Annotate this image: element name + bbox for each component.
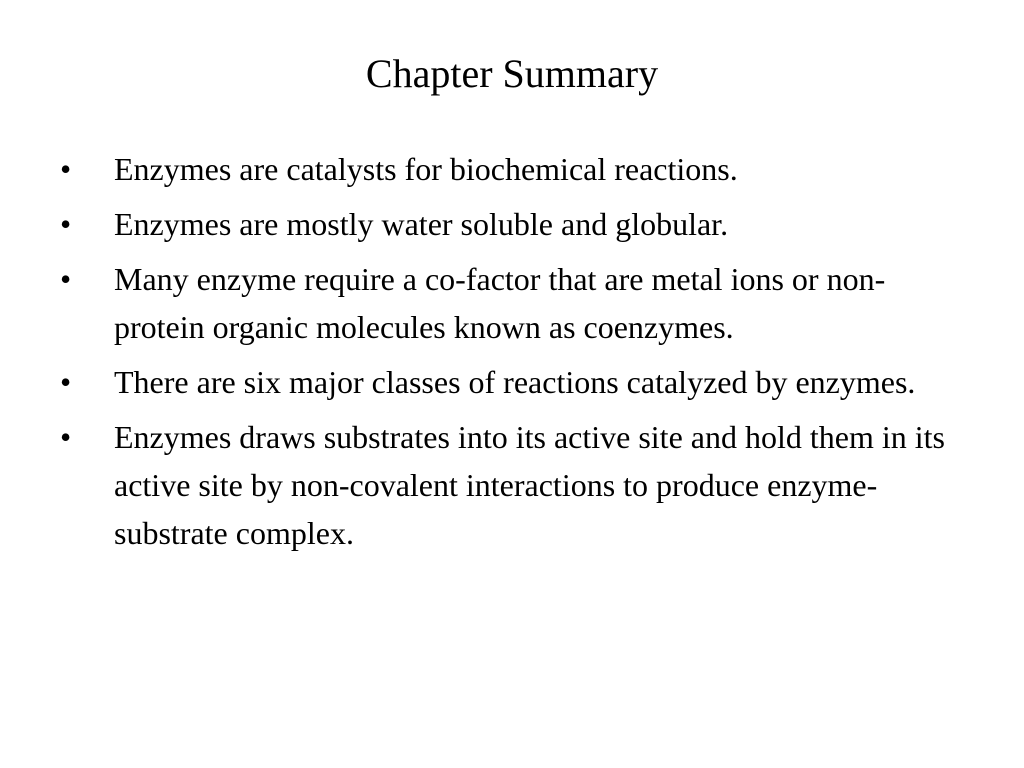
bullet-icon: • (60, 364, 72, 400)
bullet-item (60, 145, 960, 193)
bullet-icon: • (60, 151, 72, 187)
bullet-icon: • (60, 206, 72, 242)
bullet-item (60, 413, 960, 557)
bullet-icon: • (60, 419, 72, 455)
slide-title: Chapter Summary (365, 51, 659, 96)
bullet-item (60, 255, 960, 351)
bullet-text: Many enzyme require a co-factor that are metal ions or non-protein organic molecules known as coenzymes. (114, 261, 886, 345)
bullet-text: Enzymes are catalysts for biochemical reactions. (114, 151, 738, 187)
bullet-item (60, 200, 960, 248)
bullet-text: Enzymes draws substrates into its active site and hold them in its active site by non-covalent interactions to produce enzyme-substrate complex. (114, 419, 945, 551)
bullet-text: There are six major classes of reactions catalyzed by enzymes. (114, 364, 916, 400)
bullet-text: Enzymes are mostly water soluble and globular. (114, 206, 729, 242)
bullet-icon: • (60, 261, 72, 297)
bullet-list (60, 145, 960, 564)
bullet-item (60, 358, 960, 406)
